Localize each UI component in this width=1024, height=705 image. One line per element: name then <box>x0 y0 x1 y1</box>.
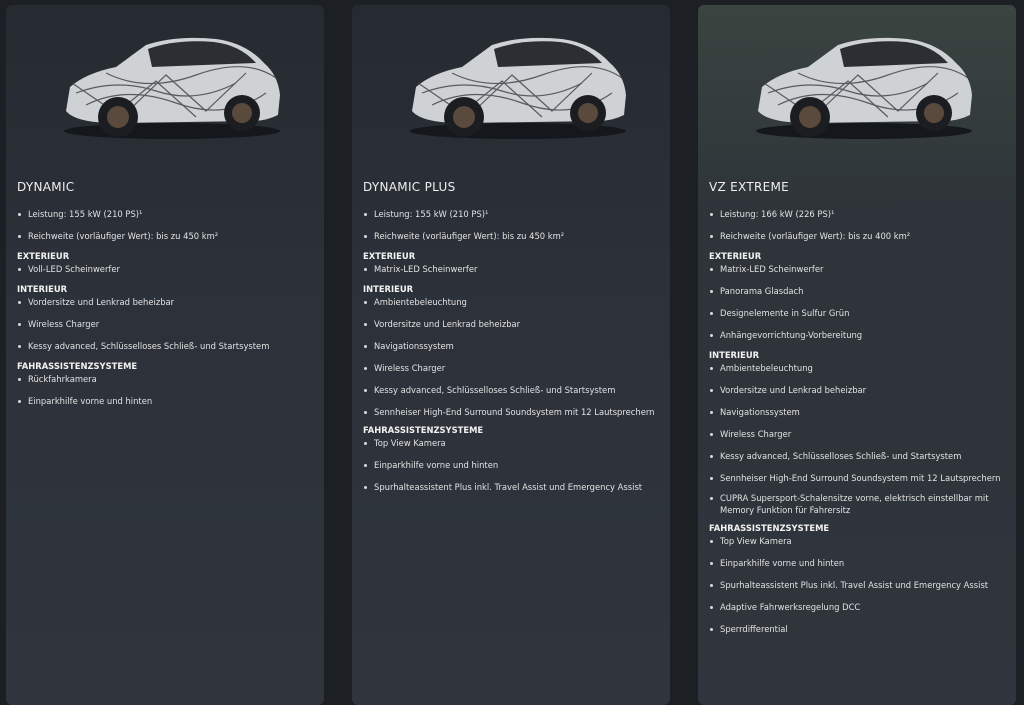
trim-card-dynamic <box>6 5 324 705</box>
list-item: Kessy advanced, Schlüsselloses Schließ- und Startsystem <box>17 340 313 352</box>
section-heading: INTERIEUR <box>363 284 414 294</box>
card-title: VZ EXTREME <box>709 180 790 194</box>
spec-range: Reichweite (vorläufiger Wert): bis zu 400 km² <box>709 230 1005 242</box>
section-heading: FAHRASSISTENZSYSTEME <box>709 523 830 533</box>
list-item: Top View Kamera <box>709 535 1005 547</box>
list-item: Matrix-LED Scheinwerfer <box>709 263 1005 275</box>
car-image <box>56 23 288 143</box>
card-title: DYNAMIC <box>17 180 75 194</box>
list-item: Wireless Charger <box>17 318 313 330</box>
section-heading: FAHRASSISTENZSYSTEME <box>363 425 484 435</box>
list-item: Einparkhilfe vorne und hinten <box>709 557 1005 569</box>
trim-card-dynamic-plus <box>352 5 670 705</box>
list-item: Wireless Charger <box>363 362 659 374</box>
section-heading: EXTERIEUR <box>363 251 416 261</box>
list-item: Top View Kamera <box>363 437 659 449</box>
car-image <box>748 23 980 143</box>
list-item: CUPRA Supersport-Schalensitze vorne, elektrisch einstellbar mit Memory Funktion für Fahrersitz <box>709 492 1005 516</box>
spec-range: Reichweite (vorläufiger Wert): bis zu 450 km² <box>17 230 313 242</box>
spec-range: Reichweite (vorläufiger Wert): bis zu 450 km² <box>363 230 659 242</box>
list-item: Sennheiser High-End Surround Soundsystem mit 12 Lautsprechern <box>363 406 659 418</box>
trim-card-vz-extreme <box>698 5 1016 705</box>
section-heading: INTERIEUR <box>709 350 760 360</box>
section-heading: INTERIEUR <box>17 284 68 294</box>
list-item: Ambientebeleuchtung <box>363 296 659 308</box>
list-item: Navigationssystem <box>363 340 659 352</box>
list-item: Navigationssystem <box>709 406 1005 418</box>
list-item: Voll-LED Scheinwerfer <box>17 263 313 275</box>
list-item: Einparkhilfe vorne und hinten <box>363 459 659 471</box>
list-item: Vordersitze und Lenkrad beheizbar <box>17 296 313 308</box>
list-item: Wireless Charger <box>709 428 1005 440</box>
list-item: Kessy advanced, Schlüsselloses Schließ- und Startsystem <box>363 384 659 396</box>
list-item: Matrix-LED Scheinwerfer <box>363 263 659 275</box>
list-item: Vordersitze und Lenkrad beheizbar <box>363 318 659 330</box>
list-item: Panorama Glasdach <box>709 285 1005 297</box>
card-title: DYNAMIC PLUS <box>363 180 456 194</box>
section-heading: EXTERIEUR <box>17 251 70 261</box>
list-item: Rückfahrkamera <box>17 373 313 385</box>
list-item: Spurhalteassistent Plus inkl. Travel Assist und Emergency Assist <box>363 481 659 493</box>
list-item: Vordersitze und Lenkrad beheizbar <box>709 384 1005 396</box>
list-item: Anhängevorrichtung-Vorbereitung <box>709 329 1005 341</box>
list-item: Designelemente in Sulfur Grün <box>709 307 1005 319</box>
list-item: Ambientebeleuchtung <box>709 362 1005 374</box>
section-heading: EXTERIEUR <box>709 251 762 261</box>
spec-power: Leistung: 155 kW (210 PS)¹ <box>363 208 659 220</box>
list-item: Sperrdifferential <box>709 623 1005 635</box>
list-item: Einparkhilfe vorne und hinten <box>17 395 313 407</box>
car-image <box>402 23 634 143</box>
list-item: Sennheiser High-End Surround Soundsystem mit 12 Lautsprechern <box>709 472 1005 484</box>
spec-power: Leistung: 155 kW (210 PS)¹ <box>17 208 313 220</box>
list-item: Adaptive Fahrwerksregelung DCC <box>709 601 1005 613</box>
list-item: Kessy advanced, Schlüsselloses Schließ- und Startsystem <box>709 450 1005 462</box>
list-item: Spurhalteassistent Plus inkl. Travel Assist und Emergency Assist <box>709 579 1005 591</box>
spec-power: Leistung: 166 kW (226 PS)¹ <box>709 208 1005 220</box>
section-heading: FAHRASSISTENZSYSTEME <box>17 361 138 371</box>
